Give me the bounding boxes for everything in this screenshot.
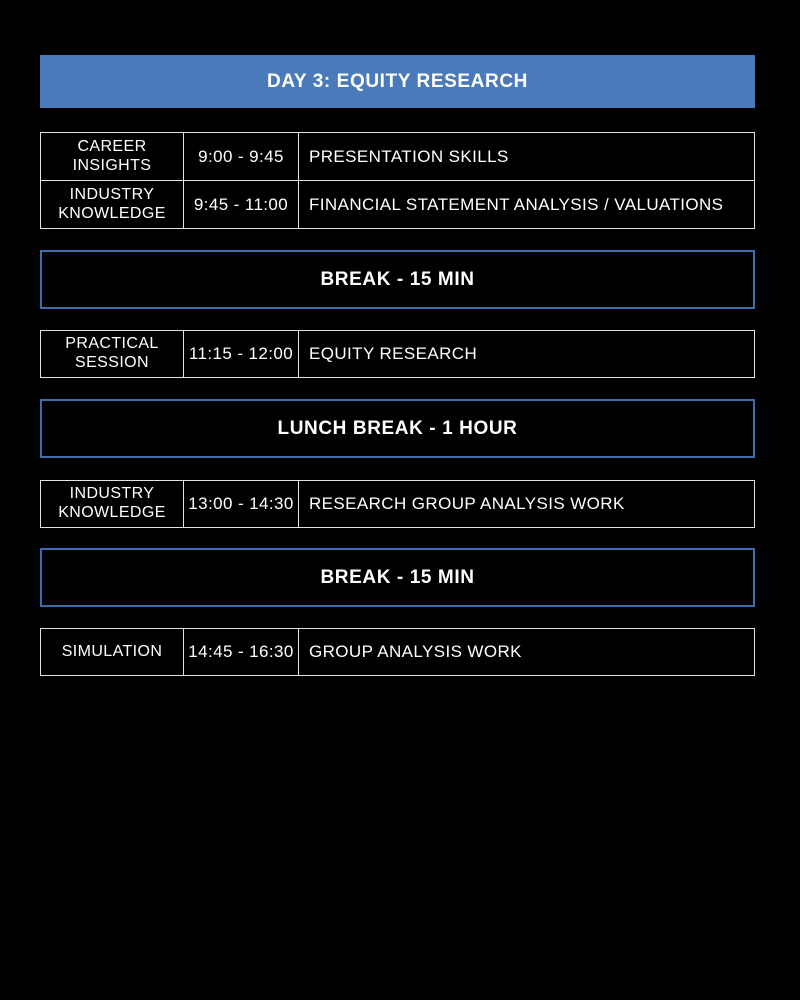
table-row (41, 629, 754, 675)
session-activity: GROUP ANALYSIS WORK (298, 629, 754, 675)
afternoon-session-table (40, 480, 755, 528)
session-category: INDUSTRY KNOWLEDGE (58, 185, 166, 222)
session-time: 9:45 - 11:00 (183, 181, 298, 228)
break-label: LUNCH BREAK - 1 HOUR (277, 417, 518, 439)
session-time: 14:45 - 16:30 (183, 629, 298, 675)
day-title: DAY 3: EQUITY RESEARCH (267, 70, 528, 92)
session-category: SIMULATION (61, 642, 163, 660)
practical-session-table (40, 330, 755, 378)
table-row (41, 481, 754, 527)
session-activity: PRESENTATION SKILLS (298, 133, 754, 180)
break-banner (40, 250, 755, 309)
session-category: PRACTICAL SESSION (65, 335, 159, 371)
session-category: INDUSTRY KNOWLEDGE (58, 485, 166, 521)
session-time: 13:00 - 14:30 (183, 481, 298, 527)
session-activity: RESEARCH GROUP ANALYSIS WORK (298, 481, 754, 527)
session-activity: EQUITY RESEARCH (298, 331, 754, 377)
break-banner (40, 548, 755, 607)
table-row (41, 180, 754, 228)
session-time: 9:00 - 9:45 (183, 133, 298, 180)
schedule-content (40, 55, 755, 676)
session-category: CAREER INSIGHTS (72, 137, 152, 174)
table-row (41, 331, 754, 377)
table-row (41, 133, 754, 180)
session-time: 11:15 - 12:00 (183, 331, 298, 377)
day-header-banner (40, 55, 755, 108)
break-label: BREAK - 15 MIN (320, 268, 475, 290)
morning-session-table (40, 132, 755, 229)
break-label: BREAK - 15 MIN (320, 566, 475, 588)
simulation-session-table (40, 628, 755, 676)
session-activity: FINANCIAL STATEMENT ANALYSIS / VALUATIONS (298, 181, 754, 228)
lunch-break-banner (40, 399, 755, 458)
